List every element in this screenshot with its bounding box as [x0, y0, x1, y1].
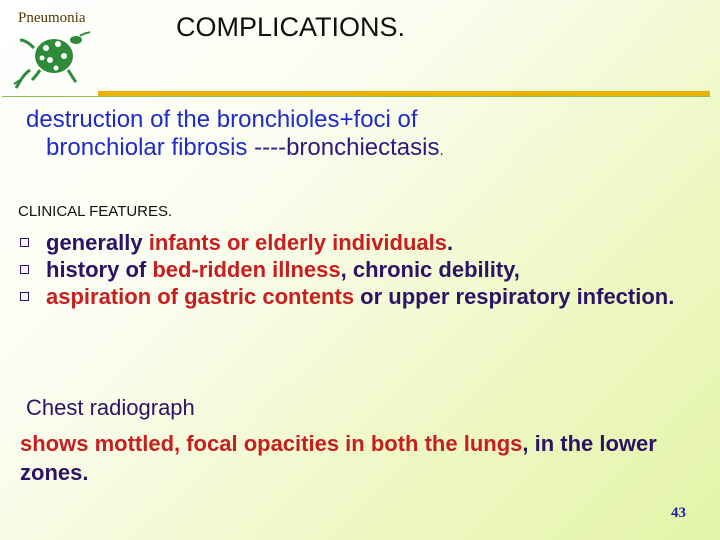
topic-label: Pneumonia: [18, 10, 86, 26]
radiograph-heading: Chest radiograph: [26, 395, 195, 420]
square-bullet-icon: [20, 292, 29, 301]
bullet-text-end: .: [447, 230, 454, 255]
section-heading: CLINICAL FEATURES.: [18, 203, 173, 220]
lead-line-2: [26, 134, 696, 165]
title-divider: [2, 96, 710, 97]
lead-statement: [26, 106, 696, 165]
bullet-text: history of: [46, 257, 153, 282]
bullet-text: generally: [46, 230, 149, 255]
lead-bronchiectasis: ----bronchiectasis: [254, 134, 440, 161]
radiograph-highlight: shows mottled, focal opacities in both the lungs: [20, 431, 523, 456]
square-bullet-icon: [20, 265, 29, 274]
bullet-highlight: bed-ridden illness: [152, 257, 341, 282]
bullet-highlight: infants or elderly individuals: [148, 230, 448, 255]
lead-period: .: [439, 142, 444, 159]
square-bullet-icon: [20, 238, 29, 247]
bullet-text-end: , chronic debility,: [340, 257, 520, 282]
bullet-highlight: aspiration of gastric contents: [46, 284, 355, 309]
lead-line-2-start: bronchiolar fibrosis: [46, 134, 255, 161]
lead-line-1: destruction of the bronchioles+foci of: [26, 106, 418, 133]
slide-title: COMPLICATIONS.: [176, 12, 406, 42]
bullet-text-end: or upper respiratory infection.: [354, 284, 675, 309]
list-item: [20, 229, 700, 256]
list-item: [20, 283, 700, 310]
radiograph-text-end: , in the lower zones.: [20, 431, 657, 485]
list-item: [20, 256, 700, 283]
page-number: 43: [671, 505, 686, 521]
radiograph-description: [20, 429, 710, 487]
bullet-list: [20, 229, 700, 310]
turtle-logo-icon: [10, 28, 92, 92]
